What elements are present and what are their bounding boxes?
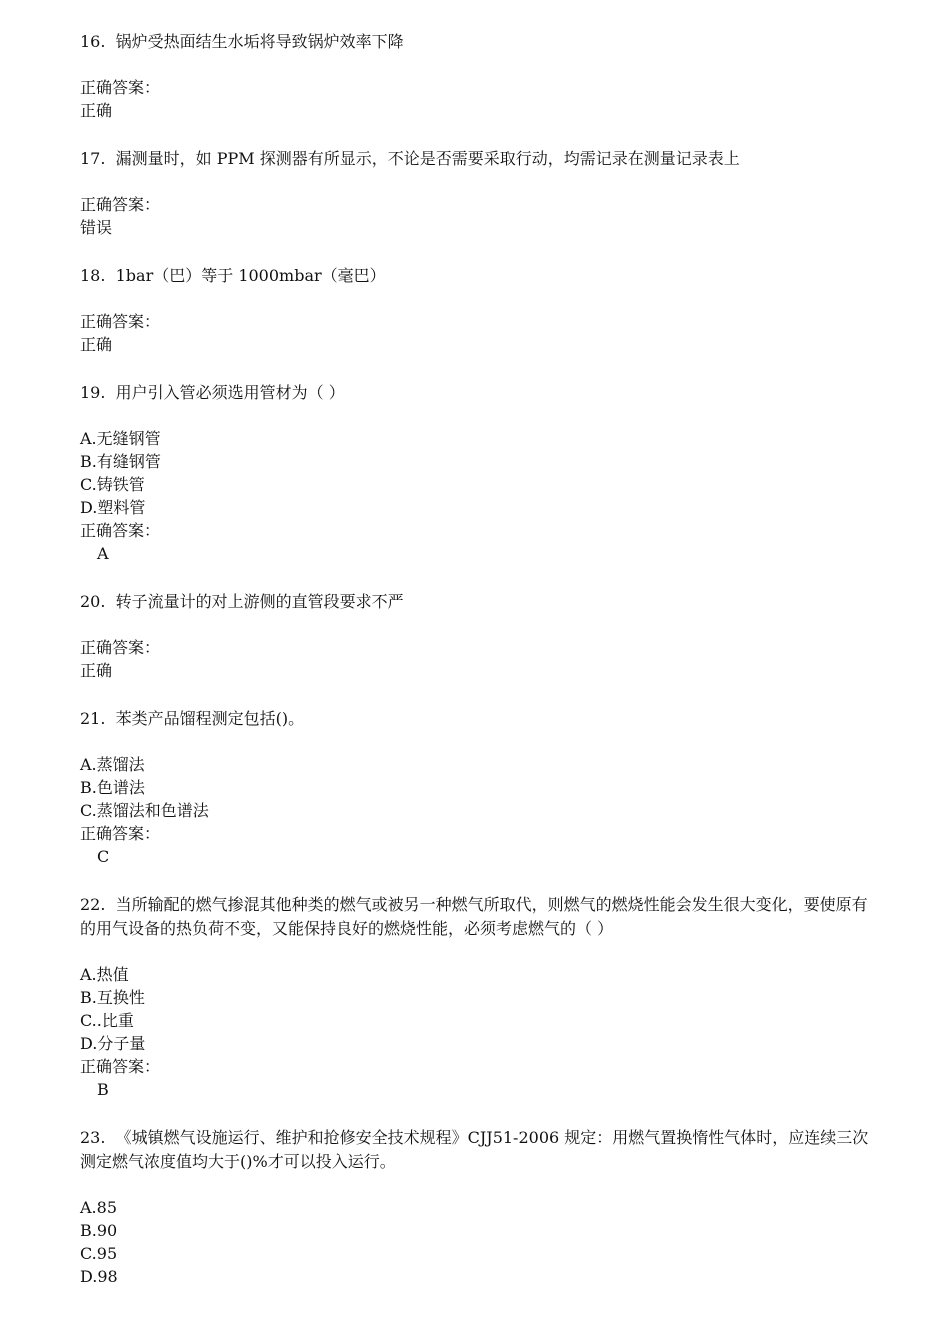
- question-text: [80, 381, 880, 405]
- question-number: 18.: [80, 266, 106, 285]
- question-body: 用户引入管必须选用管材为（ ）: [115, 383, 345, 402]
- correct-answer-label: 正确答案：: [80, 312, 161, 331]
- correct-answer-value: 正确: [80, 661, 113, 680]
- spacer: [80, 239, 880, 264]
- question-block: [80, 264, 880, 381]
- correct-answer-label: 正确答案：: [80, 78, 161, 97]
- answer-option: D.塑料管: [80, 498, 146, 517]
- question-block: [80, 590, 880, 707]
- correct-answer-label: 正确答案：: [80, 824, 161, 843]
- correct-answer-value: C: [97, 847, 110, 866]
- question-number: 23.: [80, 1128, 106, 1147]
- question-block: [80, 381, 880, 590]
- spacer: [80, 682, 880, 707]
- question-block: [80, 893, 880, 1126]
- question-body: 漏测量时，如 PPM 探测器有所显示，不论是否需要采取行动，均需记录在测量记录表上: [115, 149, 740, 168]
- question-text: [80, 1126, 880, 1174]
- question-text: [80, 30, 880, 54]
- spacer: [80, 54, 880, 76]
- correct-answer-label: 正确答案：: [80, 638, 161, 657]
- question-text: [80, 590, 880, 614]
- spacer: [80, 405, 880, 427]
- spacer: [80, 1101, 880, 1126]
- spacer: [80, 122, 880, 147]
- spacer: [80, 941, 880, 963]
- answer-option: B.色谱法: [80, 778, 145, 797]
- question-block: [80, 30, 880, 147]
- question-number: 16.: [80, 32, 106, 51]
- correct-answer-value: 错误: [80, 218, 113, 237]
- spacer: [80, 731, 880, 753]
- question-text: [80, 264, 880, 288]
- question-number: 17.: [80, 149, 106, 168]
- correct-answer-label: 正确答案：: [80, 195, 161, 214]
- spacer: [80, 1174, 880, 1196]
- question-body: 锅炉受热面结生水垢将导致锅炉效率下降: [115, 32, 404, 51]
- question-text: [80, 707, 880, 731]
- question-number: 20.: [80, 592, 106, 611]
- correct-answer-value: B: [97, 1080, 109, 1099]
- correct-answer-value: 正确: [80, 101, 113, 120]
- question-body: 当所输配的燃气掺混其他种类的燃气或被另一种燃气所取代，则燃气的燃烧性能会发生很大变化，要使原有的用气设备的热负荷不变，又能保持良好的燃烧性能，必须考虑燃气的（ ）: [80, 895, 868, 938]
- answer-option: C.蒸馏法和色谱法: [80, 801, 209, 820]
- spacer: [80, 868, 880, 893]
- question-block: [80, 147, 880, 264]
- answer-option: B.90: [80, 1221, 118, 1240]
- spacer: [80, 614, 880, 636]
- spacer: [80, 288, 880, 310]
- spacer: [80, 171, 880, 193]
- spacer: [80, 356, 880, 381]
- correct-answer-value: 正确: [80, 335, 113, 354]
- question-text: [80, 147, 880, 171]
- answer-option: A.热值: [80, 965, 129, 984]
- question-number: 19.: [80, 383, 106, 402]
- answer-option: D.分子量: [80, 1034, 146, 1053]
- spacer: [80, 565, 880, 590]
- answer-option: C.铸铁管: [80, 475, 145, 494]
- answer-option: B.互换性: [80, 988, 145, 1007]
- answer-option: B.有缝钢管: [80, 452, 161, 471]
- answer-option: A.85: [80, 1198, 117, 1217]
- answer-option: C..比重: [80, 1011, 134, 1030]
- question-block: [80, 707, 880, 893]
- question-number: 22.: [80, 895, 106, 914]
- answer-option: C.95: [80, 1244, 118, 1263]
- document-page: [80, 30, 880, 1288]
- correct-answer-label: 正确答案：: [80, 521, 161, 540]
- question-body: 《城镇燃气设施运行、维护和抢修安全技术规程》CJJ51-2006 规定：用燃气置换惰性气体时，应连续三次测定燃气浓度值均大于()%才可以投入运行。: [80, 1128, 869, 1171]
- correct-answer-label: 正确答案：: [80, 1057, 161, 1076]
- question-number: 21.: [80, 709, 106, 728]
- answer-option: A.无缝钢管: [80, 429, 161, 448]
- question-body: 1bar（巴）等于 1000mbar（毫巴）: [115, 266, 386, 285]
- answer-option: D.98: [80, 1267, 118, 1286]
- answer-option: A.蒸馏法: [80, 755, 145, 774]
- correct-answer-value: A: [97, 544, 109, 563]
- question-body: 苯类产品馏程测定包括()。: [115, 709, 305, 728]
- question-text: [80, 893, 880, 941]
- question-block: [80, 1126, 880, 1288]
- question-body: 转子流量计的对上游侧的直管段要求不严: [115, 592, 404, 611]
